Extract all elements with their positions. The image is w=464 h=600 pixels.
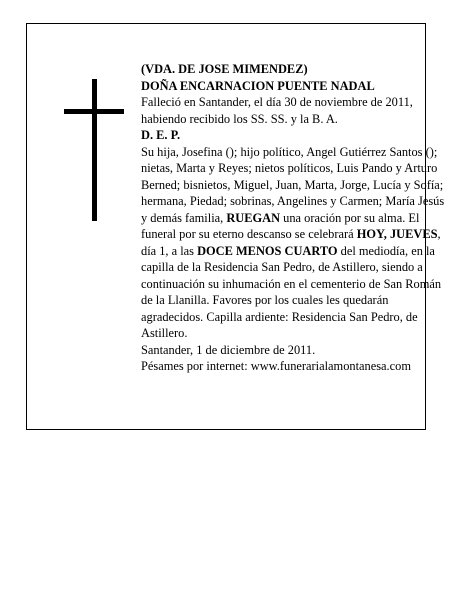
condolences-line: Pésames por internet: www.funerarialamontanesa.com [141, 359, 411, 373]
cross-icon [92, 79, 97, 221]
cross-icon-bar [64, 109, 124, 114]
family-paragraph [141, 144, 447, 342]
obituary-text [141, 61, 447, 375]
family-part-3: , día 1, a las [141, 227, 441, 258]
ruegan-text: RUEGAN [226, 210, 281, 225]
obituary-card [26, 23, 445, 430]
family-part-1: Su hija, Josefina (); hijo político, Angel Gutiérrez Santos (); nietas, Marta y Reyes; nietos políticos, Luis Pando y Arturo Berned; bisnietos, Miguel, Juan, Marta, Jorge, Lucía y Sofía; hermana, Piedad; sobrinas, Angelines y Carmen; María Jesús y demás familia, [141, 144, 445, 225]
widow-line: (VDA. DE JOSE MIMENDEZ) [141, 62, 308, 76]
hoy-jueves-text: HOY, JUEVES [356, 227, 438, 241]
family-part-4: del mediodía, en la capilla de la Residencia San Pedro, de Astillero, siendo a continuación su inhumación en el cementerio de San Román de la Llanilla. Favores por los cuales les quedarán agradecidos. Capilla ardiente: Residencia San Pedro, de Astillero. [141, 243, 442, 340]
doce-menos-cuarto-text: DOCE MENOS CUARTO [197, 243, 338, 258]
death-info: Falleció en Santander, el día 30 de noviembre de 2011, habiendo recibido los SS. SS. y la B. A. [141, 95, 413, 126]
date-line: Santander, 1 de diciembre de 2011. [141, 342, 316, 357]
dep-line: D. E. P. [141, 128, 181, 142]
family-part-2: una oración por su alma. El funeral por su eterno descanso se celebrará [141, 210, 420, 241]
deceased-name: DOÑA ENCARNACION PUENTE NADAL [141, 78, 375, 93]
